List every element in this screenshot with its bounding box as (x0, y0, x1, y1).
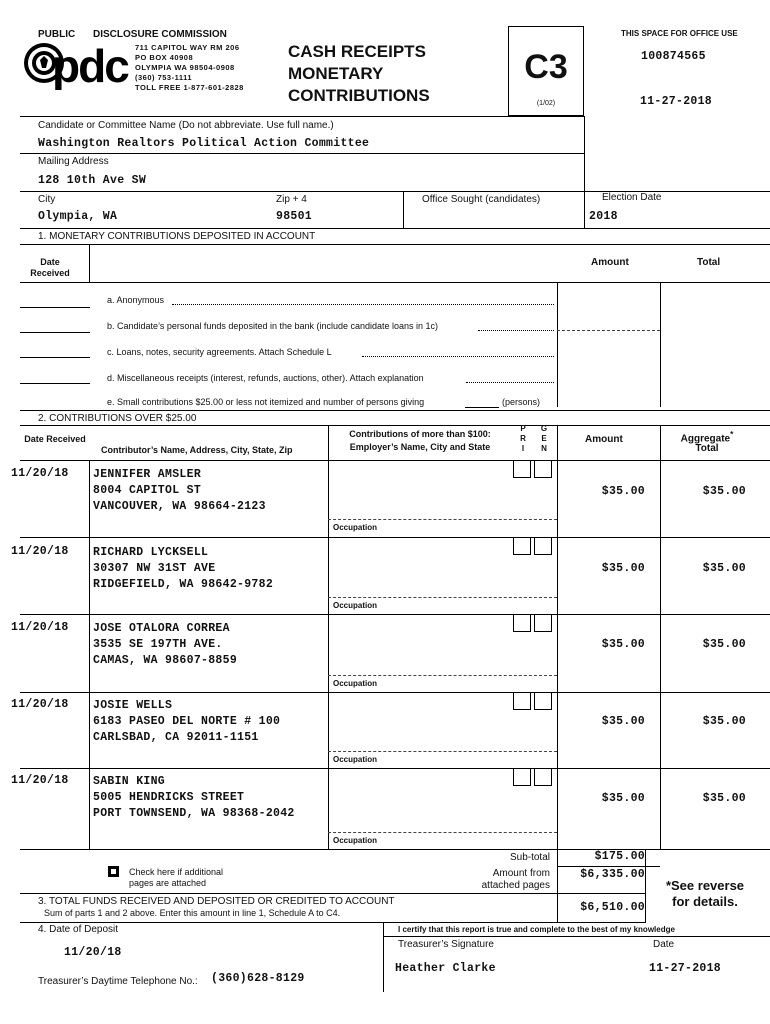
row-amount: $35.00 (601, 715, 645, 728)
signature-label: Treasurer’s Signature (398, 939, 494, 950)
row-contributor (93, 467, 266, 515)
general-header: G E N (540, 424, 548, 453)
zip: 98501 (276, 210, 313, 223)
row-contributor (93, 545, 273, 593)
title-line: MONETARY (288, 64, 384, 83)
contributor-city: VANCOUVER, WA 98664-2123 (93, 500, 266, 513)
item-e-small-contributions: e. Small contributions $25.00 or less not itemized and number of persons giving (107, 397, 425, 407)
org-public: PUBLIC (38, 29, 76, 40)
contributor-header: Contributor’s Name, Address, City, State, Zip (101, 445, 293, 455)
row-amount: $35.00 (601, 792, 645, 805)
additional-pages-label-1: Check here if additional (129, 867, 224, 877)
pdc-logo (22, 40, 132, 90)
section1-total-header: Total (697, 257, 721, 268)
form-revision: (1/02) (536, 100, 556, 107)
address-line: TOLL FREE 1-877-601-2828 (135, 83, 244, 92)
title-line: CONTRIBUTIONS (288, 86, 430, 105)
primary-checkbox[interactable] (513, 460, 531, 478)
form-code: C3 (524, 48, 568, 86)
row-aggregate: $35.00 (702, 485, 746, 498)
deposit-date-label: 4. Date of Deposit (38, 924, 119, 935)
section1-date-header: Date Received (30, 257, 70, 278)
contributor-city: CAMAS, WA 98607-8859 (93, 654, 238, 667)
item-b-personal-funds: b. Candidate’s personal funds deposited in the bank (include candidate loans in 1c) (107, 321, 439, 331)
election-date: 2018 (589, 210, 618, 223)
report-number: 100874565 (641, 50, 706, 63)
address-line: 711 CAPITOL WAY RM 206 (135, 43, 240, 52)
aggregate-total-header: Total (695, 443, 719, 454)
contributor-street: 5005 HENDRICKS STREET (93, 791, 245, 804)
section1-amount-header: Amount (591, 257, 629, 268)
section2-date-header: Date Received (24, 434, 86, 444)
attached-label-1: Amount from (492, 868, 550, 879)
city: Olympia, WA (38, 210, 118, 223)
contributor-name: SABIN KING (93, 775, 166, 788)
contributor-street: 30307 NW 31ST AVE (93, 562, 216, 575)
see-reverse-line: *See reverse (665, 878, 745, 893)
row-amount: $35.00 (601, 638, 645, 651)
office-use-label: THIS SPACE FOR OFFICE USE (621, 29, 738, 38)
primary-checkbox[interactable] (513, 537, 531, 555)
row-date: 11/20/18 (11, 621, 69, 634)
occupation-label: Occupation (333, 755, 378, 764)
employer-header-2: Employer’s Name, City and State (349, 442, 491, 452)
mailing-address: 128 10th Ave SW (38, 174, 147, 187)
section1-title: 1. MONETARY CONTRIBUTIONS DEPOSITED IN ACCOUNT (38, 231, 316, 242)
general-checkbox[interactable] (534, 692, 552, 710)
contributor-street: 6183 PASEO DEL NORTE # 100 (93, 715, 281, 728)
section2-title: 2. CONTRIBUTIONS OVER $25.00 (38, 413, 197, 424)
row-date: 11/20/18 (11, 698, 69, 711)
primary-checkbox[interactable] (513, 768, 531, 786)
svg-text:pdc: pdc (52, 40, 128, 90)
primary-checkbox[interactable] (513, 614, 531, 632)
row-aggregate: $35.00 (702, 562, 746, 575)
general-checkbox[interactable] (534, 614, 552, 632)
contributor-city: PORT TOWNSEND, WA 98368-2042 (93, 807, 295, 820)
occupation-label: Occupation (333, 836, 378, 845)
election-date-label: Election Date (602, 192, 662, 203)
sign-date-label: Date (653, 939, 675, 950)
address-line: (360) 753-1111 (135, 73, 193, 82)
phone-label: Treasurer’s Daytime Telephone No.: (38, 976, 198, 987)
aggregate-header-label: Aggregate (680, 433, 731, 445)
item-e-persons: (persons) (502, 397, 541, 407)
report-date: 11-27-2018 (640, 95, 713, 108)
additional-pages-label-2: pages are attached (129, 878, 207, 888)
row-date: 11/20/18 (11, 774, 69, 787)
occupation-label: Occupation (333, 523, 378, 532)
see-reverse-note (650, 878, 760, 910)
contributor-city: RIDGEFIELD, WA 98642-9782 (93, 578, 274, 591)
form-title (288, 41, 430, 107)
row-date: 11/20/18 (11, 467, 69, 480)
attached-label-2: attached pages (481, 880, 550, 891)
aggregate-header: Aggregate* (680, 429, 734, 445)
section2-amount-header: Amount (585, 434, 623, 445)
total-sublabel: Sum of parts 1 and 2 above. Enter this amount in line 1, Schedule A to C4. (44, 908, 341, 918)
row-aggregate: $35.00 (702, 792, 746, 805)
certify-statement: I certify that this report is true and complete to the best of my knowledge (398, 925, 675, 934)
occupation-label: Occupation (333, 601, 378, 610)
additional-pages-checkbox[interactable] (108, 866, 119, 877)
primary-header: P R I (520, 424, 526, 453)
contributor-city: CARLSBAD, CA 92011-1151 (93, 731, 259, 744)
title-line: CASH RECEIPTS (288, 42, 426, 61)
contributor-name: RICHARD LYCKSELL (93, 546, 209, 559)
primary-checkbox[interactable] (513, 692, 531, 710)
item-a-anonymous: a. Anonymous (107, 295, 165, 305)
item-c-loans: c. Loans, notes, security agreements. Attach Schedule L (107, 347, 332, 357)
subtotal-label: Sub-total (509, 852, 550, 863)
contributor-street: 8004 CAPITOL ST (93, 484, 202, 497)
deposit-date: 11/20/18 (64, 946, 122, 959)
org-commission: DISCLOSURE COMMISSION (93, 29, 227, 40)
subtotal-value: $175.00 (594, 850, 645, 863)
row-contributor (93, 621, 237, 669)
row-amount: $35.00 (601, 562, 645, 575)
see-reverse-line: for details. (672, 894, 738, 909)
row-contributor (93, 774, 295, 822)
attached-value: $6,335.00 (580, 868, 645, 881)
address-line: PO BOX 40908 (135, 53, 194, 62)
contributor-name: JOSIE WELLS (93, 699, 173, 712)
row-aggregate: $35.00 (702, 638, 746, 651)
contributor-street: 3535 SE 197TH AVE. (93, 638, 223, 651)
commission-address (135, 43, 244, 93)
total-label: 3. TOTAL FUNDS RECEIVED AND DEPOSITED OR CREDITED TO ACCOUNT (38, 896, 395, 907)
row-amount: $35.00 (601, 485, 645, 498)
row-contributor (93, 698, 280, 746)
contributor-name: JOSE OTALORA CORREA (93, 622, 230, 635)
zip-label: Zip + 4 (276, 194, 307, 205)
treasurer-phone: (360)628-8129 (211, 972, 305, 985)
row-date: 11/20/18 (11, 545, 69, 558)
item-d-misc-receipts: d. Miscellaneous receipts (interest, refunds, auctions, other). Attach explanation (107, 373, 424, 383)
general-checkbox[interactable] (534, 537, 552, 555)
committee-name-label: Candidate or Committee Name (Do not abbreviate. Use full name.) (38, 120, 334, 131)
committee-name: Washington Realtors Political Action Committee (38, 137, 370, 150)
sign-date: 11-27-2018 (649, 962, 722, 975)
office-sought-label: Office Sought (candidates) (422, 194, 541, 205)
general-checkbox[interactable] (534, 460, 552, 478)
address-line: OLYMPIA WA 98504-0908 (135, 63, 235, 72)
occupation-label: Occupation (333, 679, 378, 688)
employer-header-1: Contributions of more than $100: (349, 429, 491, 439)
treasurer-signature: Heather Clarke (395, 962, 496, 975)
city-label: City (38, 194, 56, 205)
general-checkbox[interactable] (534, 768, 552, 786)
row-aggregate: $35.00 (702, 715, 746, 728)
total-value: $6,510.00 (580, 901, 645, 914)
contributor-name: JENNIFER AMSLER (93, 468, 202, 481)
mailing-address-label: Mailing Address (38, 156, 109, 167)
